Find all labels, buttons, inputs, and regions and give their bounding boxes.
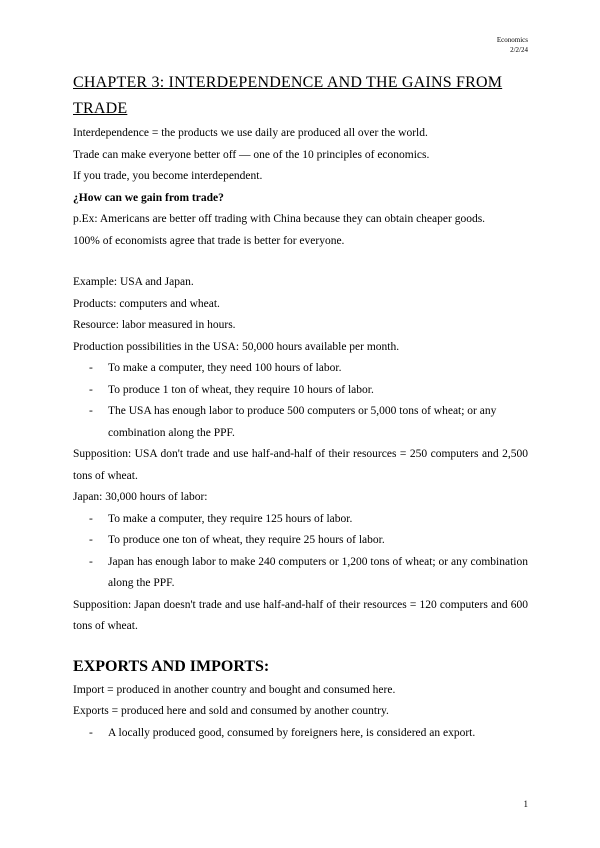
list-item — [73, 401, 528, 444]
example-line: Resource: labor measured in hours. — [73, 319, 236, 331]
japan-heading: Japan: 30,000 hours of labor: — [73, 491, 208, 503]
chapter-title: CHAPTER 3: INTERDEPENDENCE AND THE GAINS FROM TRADE — [73, 74, 503, 117]
bullet-text: Japan has enough labor to make 240 computers or 1,200 tons of wheat; or any combination along the PPF. — [108, 555, 528, 589]
page-header — [497, 35, 528, 55]
section-heading: EXPORTS AND IMPORTS: — [73, 657, 270, 675]
example-line: Example: USA and Japan. — [73, 276, 194, 288]
intro-line: Interdependence = the products we use daily are produced all over the world. — [73, 127, 428, 139]
blank-line — [73, 252, 528, 272]
definition-line: Exports = produced here and sold and consumed by another country. — [73, 705, 389, 717]
document-body — [73, 70, 528, 744]
list-item — [73, 380, 528, 402]
exports-bullet-list — [73, 723, 528, 745]
definition-line: Import = produced in another country and bought and consumed here. — [73, 683, 396, 696]
bullet-text: To produce one ton of wheat, they require 25 hours of labor. — [108, 534, 385, 546]
intro-line: Trade can make everyone better off — one of the 10 principles of economics. — [73, 148, 430, 161]
page-number: 1 — [523, 799, 528, 809]
dash-bullet: - — [89, 726, 93, 739]
list-item — [73, 552, 528, 595]
dash-bullet: - — [89, 405, 93, 417]
dash-bullet: - — [89, 555, 93, 568]
usa-bullet-list — [73, 358, 528, 444]
bullet-text: To make a computer, they need 100 hours of labor. — [108, 362, 342, 374]
dash-bullet: - — [89, 383, 93, 396]
example-line: p.Ex: Americans are better off trading with China because they can obtain cheaper goods. — [73, 213, 486, 225]
list-item — [73, 530, 528, 552]
usa-supposition: Supposition: USA don't trade and use half-and-half of their resources = 250 computers and 2,500 tons of wheat. — [73, 448, 528, 482]
header-subject: Economics — [496, 36, 528, 44]
dash-bullet: - — [89, 512, 93, 525]
list-item — [73, 509, 528, 531]
bullet-text: The USA has enough labor to produce 500 computers or 5,000 tons of wheat; or any combination along the PPF. — [108, 405, 497, 439]
bullet-text: To produce 1 ton of wheat, they require 10 hours of labor. — [108, 383, 374, 396]
example-line: Products: computers and wheat. — [73, 297, 220, 310]
header-date: 2/2/24 — [510, 46, 528, 54]
list-item — [73, 723, 528, 745]
example-line: Production possibilities in the USA: 50,000 hours available per month. — [73, 340, 400, 353]
list-item — [73, 358, 528, 380]
japan-bullet-list — [73, 509, 528, 595]
dash-bullet: - — [89, 534, 93, 546]
bullet-text: To make a computer, they require 125 hours of labor. — [108, 512, 353, 525]
dash-bullet: - — [89, 362, 93, 374]
bullet-text: A locally produced good, consumed by foreigners here, is considered an export. — [108, 726, 476, 739]
intro-line: If you trade, you become interdependent. — [73, 170, 263, 182]
japan-supposition: Supposition: Japan doesn't trade and use half-and-half of their resources = 120 computers and 600 tons of wheat. — [73, 598, 528, 632]
example-line: 100% of economists agree that trade is better for everyone. — [73, 234, 345, 247]
question-heading: ¿How can we gain from trade? — [73, 191, 224, 204]
